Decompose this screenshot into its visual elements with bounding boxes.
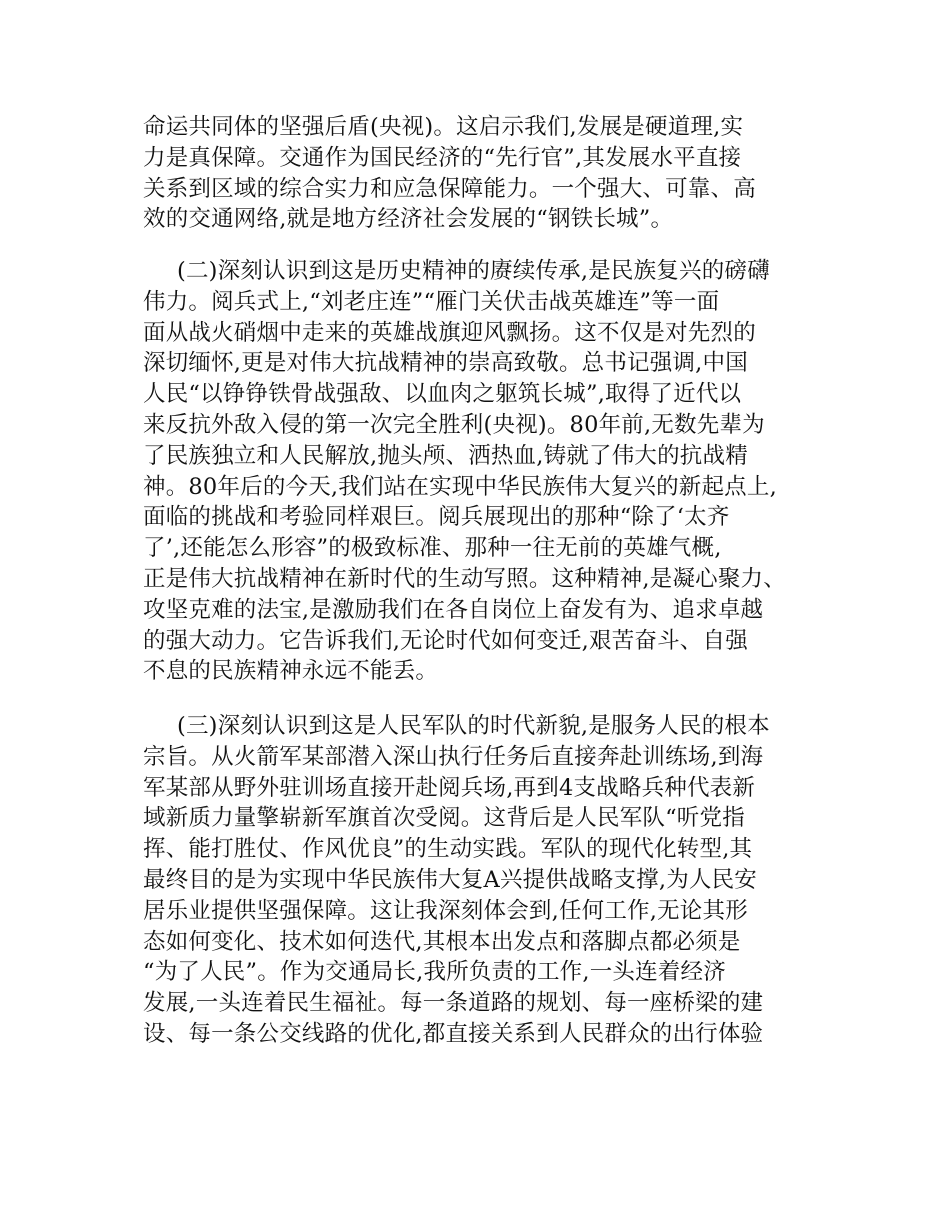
- text-line: 攻坚克难的法宝,是激励我们在各自岗位上奋发有为、追求卓越: [143, 596, 764, 623]
- text-line: 设、每一条公交线路的优化,都直接关系到人民群众的出行体验: [143, 1020, 764, 1047]
- text-line: 命运共同体的坚强后盾(央视)。这启示我们,发展是硬道理,实: [143, 114, 744, 140]
- text-line: 了’,还能怎么形容”的极致标准、那种一往无前的英雄气概,: [143, 535, 722, 562]
- text-line: 了民族独立和人民解放,抛头颅、洒热血,铸就了伟大的抗战精: [143, 442, 748, 469]
- text-line: 的强大动力。它告诉我们,无论时代如何变迁,艰苦奋斗、自强: [143, 627, 748, 654]
- text-line: 面从战火硝烟中走来的英雄战旗迎风飘扬。这不仅是对先烈的: [143, 319, 756, 346]
- text-line: (三)深刻认识到这是人民军队的时代新貌,是服务人民的根本: [177, 713, 770, 739]
- text-line: 不息的民族精神永远不能丢。: [143, 658, 439, 685]
- text-line: 关系到区域的综合实力和应急保障能力。一个强大、可靠、高: [143, 175, 756, 202]
- paragraph-3: [143, 711, 808, 1050]
- text-line: 居乐业提供坚强保障。这让我深刻体会到,任何工作,无论其形: [143, 897, 748, 924]
- text-line: 域新质力量擎崭新军旗首次受阅。这背后是人民军队“听党指: [143, 805, 745, 832]
- text-line: 深切缅怀,更是对伟大抗战精神的崇高致敬。总书记强调,中国: [143, 350, 748, 377]
- text-line: 力是真保障。交通作为国民经济的“先行官”,其发展水平直接: [143, 144, 742, 171]
- text-line: 正是伟大抗战精神在新时代的生动写照。这种精神,是凝心聚力、: [143, 565, 786, 592]
- text-line: 效的交通网络,就是地方经济社会发展的“钢铁长城”。: [143, 206, 674, 233]
- text-line: “为了人民”。作为交通局长,我所负责的工作,一头连着经济: [143, 959, 726, 986]
- text-line: 面临的挑战和考验同样艰巨。阅兵展现出的那种“除了‘太齐: [143, 504, 730, 531]
- paragraph-1: [143, 112, 808, 235]
- text-line: 来反抗外敌入侵的第一次完全胜利(央视)。80年前,无数先辈为: [143, 411, 765, 438]
- text-line: 宗旨。从火箭军某部潜入深山执行任务后直接奔赴训练场,到海: [143, 743, 764, 770]
- text-line: 态如何变化、技术如何迭代,其根本出发点和落脚点都必须是: [143, 928, 741, 955]
- text-line: 挥、能打胜仗、作风优良”的生动实践。军队的现代化转型,其: [143, 836, 753, 863]
- text-line: 军某部从野外驻训场直接开赴阅兵场,再到4支战略兵种代表新: [143, 774, 756, 801]
- text-line: 最终目的是为实现中华民族伟大复A兴提供战略支撑,为人民安: [143, 866, 758, 893]
- text-line: 人民“以铮铮铁骨战强敌、以血肉之躯筑长城”,取得了近代以: [143, 381, 742, 408]
- text-line: 神。80年后的今天,我们站在实现中华民族伟大复兴的新起点上,: [143, 473, 777, 500]
- paragraph-2: [143, 256, 808, 687]
- text-line: (二)深刻认识到这是历史精神的赓续传承,是民族复兴的磅礴: [177, 258, 770, 284]
- text-line: 发展,一头连着民生福祉。每一条道路的规划、每一座桥梁的建: [143, 990, 764, 1017]
- text-line: 伟力。阅兵式上,“刘老庄连”“雁门关伏击战英雄连”等一面: [143, 288, 720, 315]
